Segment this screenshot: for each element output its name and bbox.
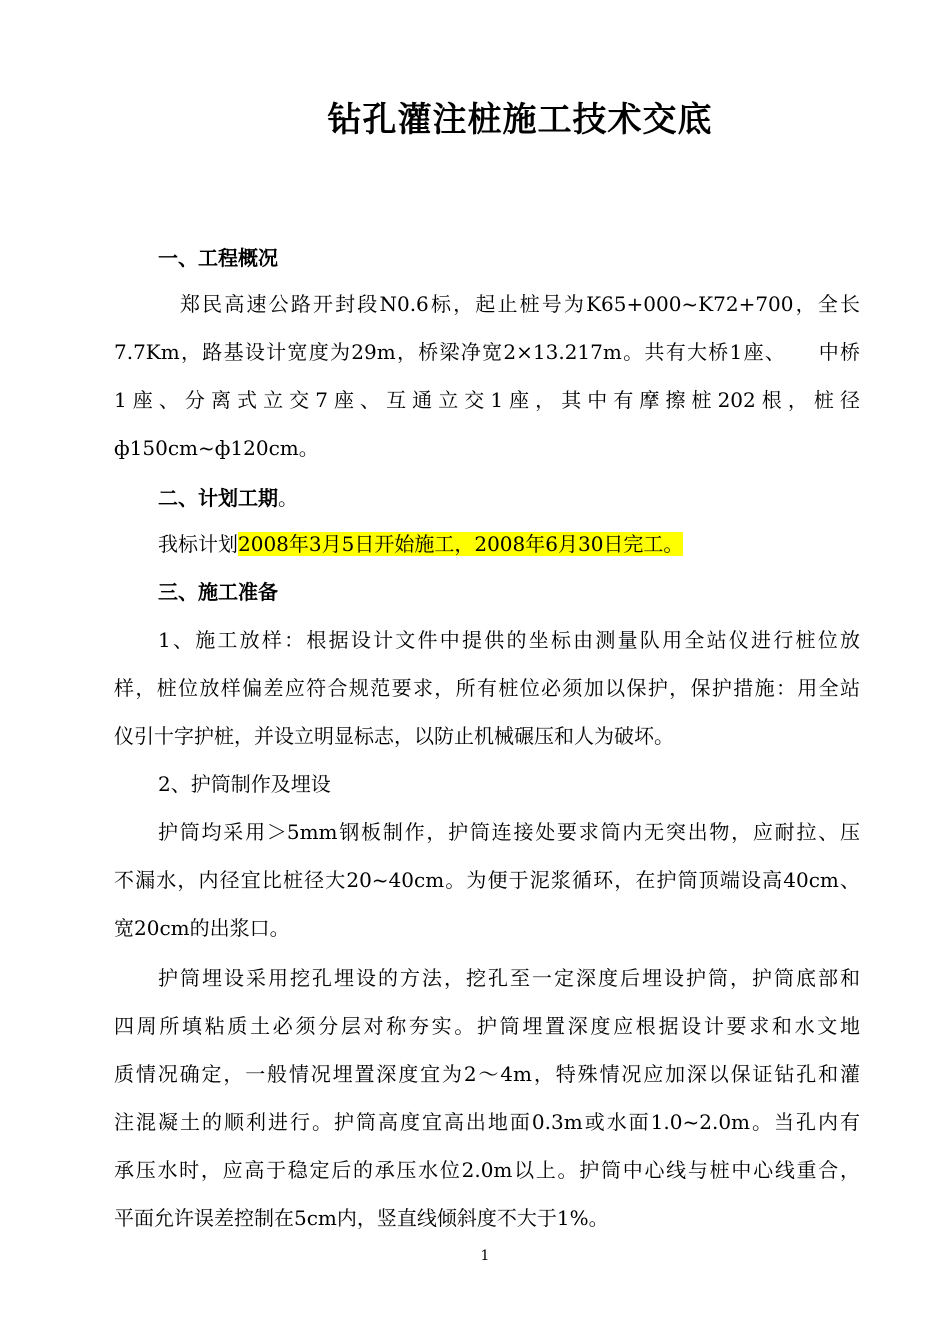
prep-p1-line-3: 仪引十字护桩，并设立明显标志，以防止机械碾压和人为破坏。 [114, 724, 674, 748]
prep-p4-line-3: 质情况确定，一般情况埋置深度宜为2～4m，特殊情况应加深以保证钻孔和灌 [114, 1062, 860, 1086]
prep-p4-line-5: 承压水时，应高于稳定后的承压水位2.0m以上。护筒中心线与桩中心线重合， [114, 1158, 860, 1182]
document-title: 钻孔灌注桩施工技术交底 [327, 100, 713, 140]
section-heading-preparation: 三、施工准备 [158, 580, 278, 604]
prep-p4-line-2: 四周所填粘质土必须分层对称夯实。护筒埋置深度应根据设计要求和水文地 [114, 1014, 860, 1038]
prep-p1-line-2: 样，桩位放样偏差应符合规范要求，所有桩位必须加以保护，保护措施：用全站 [114, 676, 860, 700]
prep-p4-line-6: 平面允许误差控制在5cm内，竖直线倾斜度不大于1%。 [114, 1206, 609, 1230]
prep-p3-line-3: 宽20cm的出浆口。 [114, 916, 290, 940]
overview-line-4: ф150cm~ф120cm。 [114, 436, 319, 460]
schedule-highlight: 2008年3月5日开始施工，2008年6月30日完工。 [238, 532, 684, 556]
section-heading-schedule [158, 482, 298, 511]
overview-line-1: 郑民高速公路开封段N0.6标，起止桩号为K65+000~K72+700，全长 [180, 292, 860, 316]
section-heading-overview: 一、工程概况 [158, 246, 278, 270]
prep-p4-line-1: 护筒埋设采用挖孔埋设的方法，挖孔至一定深度后埋设护筒，护筒底部和 [158, 966, 860, 990]
schedule-heading-text: 二、计划工期 [158, 486, 278, 510]
prep-p3-line-2: 不漏水，内径宜比桩径大20~40cm。为便于泥浆循环，在护筒顶端设高40cm、 [114, 868, 860, 892]
schedule-heading-suffix: 。 [278, 486, 298, 510]
overview-line-3: 1座、分离式立交7座、互通立交1座，其中有摩擦桩202根，桩径 [114, 388, 860, 412]
prep-p2-heading: 2、护筒制作及埋设 [158, 772, 331, 796]
overview-line-2: 7.7Km，路基设计宽度为29m，桥梁净宽2×13.217m。共有大桥1座、 中桥 [114, 340, 860, 364]
schedule-prefix: 我标计划 [158, 532, 238, 556]
prep-p3-line-1: 护筒均采用＞5mm钢板制作，护筒连接处要求筒内无突出物，应耐拉、压 [158, 820, 860, 844]
schedule-line [158, 528, 860, 557]
prep-p4-line-4: 注混凝土的顺利进行。护筒高度宜高出地面0.3m或水面1.0~2.0m。当孔内有 [114, 1110, 860, 1134]
page-number: 1 [480, 1248, 490, 1264]
prep-p1-line-1: 1、施工放样：根据设计文件中提供的坐标由测量队用全站仪进行桩位放 [158, 628, 860, 652]
